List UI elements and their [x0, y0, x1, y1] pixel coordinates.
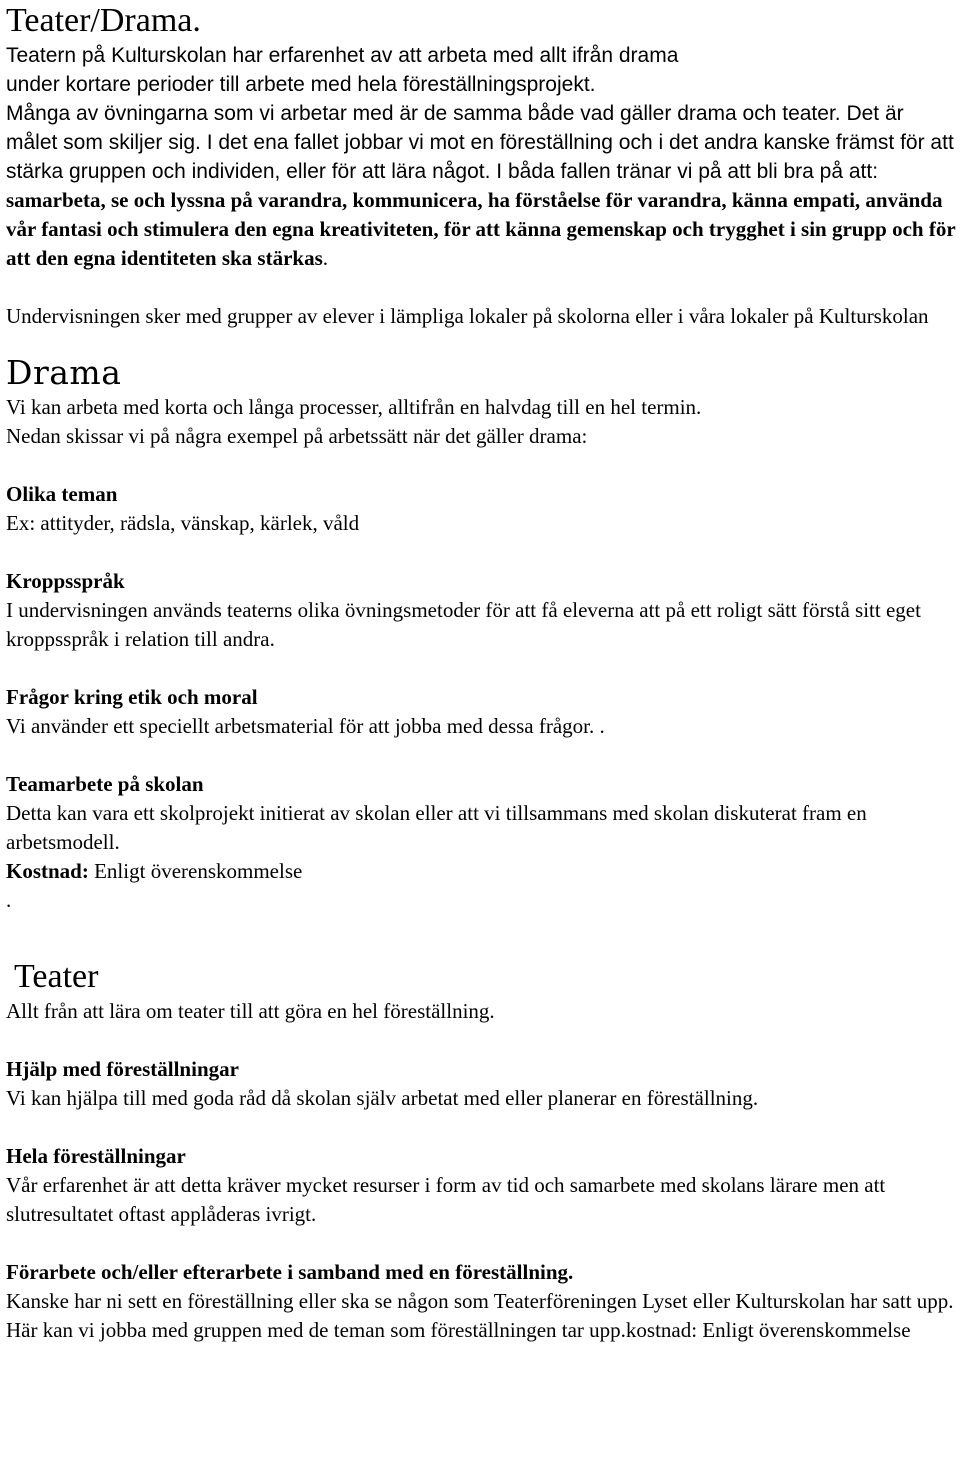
intro-paragraph: Många av övningarna som vi arbetar med är de samma både vad gäller drama och teater. Det är målet som skiljer sig. I det ena fallet jobbar vi mot en föreställning och i det andra kanske främst för att stärka gruppen och individen, eller för att lära något. I båda fallen tränar vi på att bli bra på att: — [6, 102, 954, 183]
pre-post-heading: Förarbete och/eller efterarbete i samband med en föreställning. — [6, 1260, 574, 1284]
body-language-heading: Kroppsspråk — [6, 569, 125, 593]
drama-line-1: Vi kan arbeta med korta och långa processer, alltifrån en halvdag till en hel termin. — [6, 395, 702, 419]
cost-value: Enligt överenskommelse — [88, 859, 303, 883]
cost-line — [6, 857, 956, 886]
help-text: Vi kan hjälpa till med goda råd då skolan själv arbetat med eller planerar en föreställning. — [6, 1086, 759, 1110]
drama-line-2: Nedan skissar vi på några exempel på arbetssätt när det gäller drama: — [6, 424, 588, 448]
full-shows-text: Vår erfarenhet är att detta kräver mycket resurser i form av tid och samarbete med skolans lärare men att slutresultatet oftast applåderas ivrigt. — [6, 1173, 886, 1226]
skills-list — [6, 186, 956, 273]
themes-heading: Olika teman — [6, 482, 118, 506]
teamwork-text: Detta kan vara ett skolprojekt initierat av skolan eller att vi tillsammans med skolan diskuterat fram en arbetsmodell. — [6, 801, 867, 854]
teater-intro: Allt från att lära om teater till att göra en hel föreställning. — [6, 999, 495, 1023]
page-title: Teater/Drama. — [6, 2, 201, 39]
teater-heading: Teater — [14, 958, 99, 995]
skills-list-text: samarbeta, se och lyssna på varandra, kommunicera, ha förståelse för varandra, känna empati, använda vår fantasi och stimulera den egna kreativiteten, för att känna gemenskap och trygghet i sin grupp och för att den egna identiteten ska stärkas — [6, 188, 956, 270]
intro-line-2: under kortare perioder till arbete med hela föreställningsprojekt. — [6, 73, 596, 96]
themes-text: Ex: attityder, rädsla, vänskap, kärlek, våld — [6, 511, 360, 535]
document-page — [6, 0, 956, 1345]
intro-line-1: Teatern på Kulturskolan har erfarenhet av att arbeta med allt ifrån drama — [6, 44, 679, 67]
pre-post-text: Kanske har ni sett en föreställning eller ska se någon som Teaterföreningen Lyset eller Kulturskolan har satt upp. Här kan vi jobba med gruppen med de teman som föreställningen tar upp.kostnad: Enligt överenskommelse — [6, 1289, 954, 1342]
skills-list-end: . — [322, 246, 329, 270]
cost-label: Kostnad: — [6, 859, 89, 883]
help-heading: Hjälp med föreställningar — [6, 1057, 239, 1081]
body-language-text: I undervisningen används teaterns olika övningsmetoder för att få eleverna att på ett roligt sätt förstå sitt eget kroppsspråk i relation till andra. — [6, 598, 921, 651]
ethics-text: Vi använder ett speciellt arbetsmaterial för att jobba med dessa frågor. . — [6, 714, 605, 738]
teamwork-heading: Teamarbete på skolan — [6, 772, 204, 796]
full-shows-heading: Hela föreställningar — [6, 1144, 186, 1168]
teaching-paragraph: Undervisningen sker med grupper av elever i lämpliga lokaler på skolorna eller i våra lokaler på Kulturskolan — [6, 304, 929, 328]
stray-dot: . — [6, 888, 12, 912]
ethics-heading: Frågor kring etik och moral — [6, 685, 258, 709]
drama-heading: Drama — [6, 353, 122, 392]
